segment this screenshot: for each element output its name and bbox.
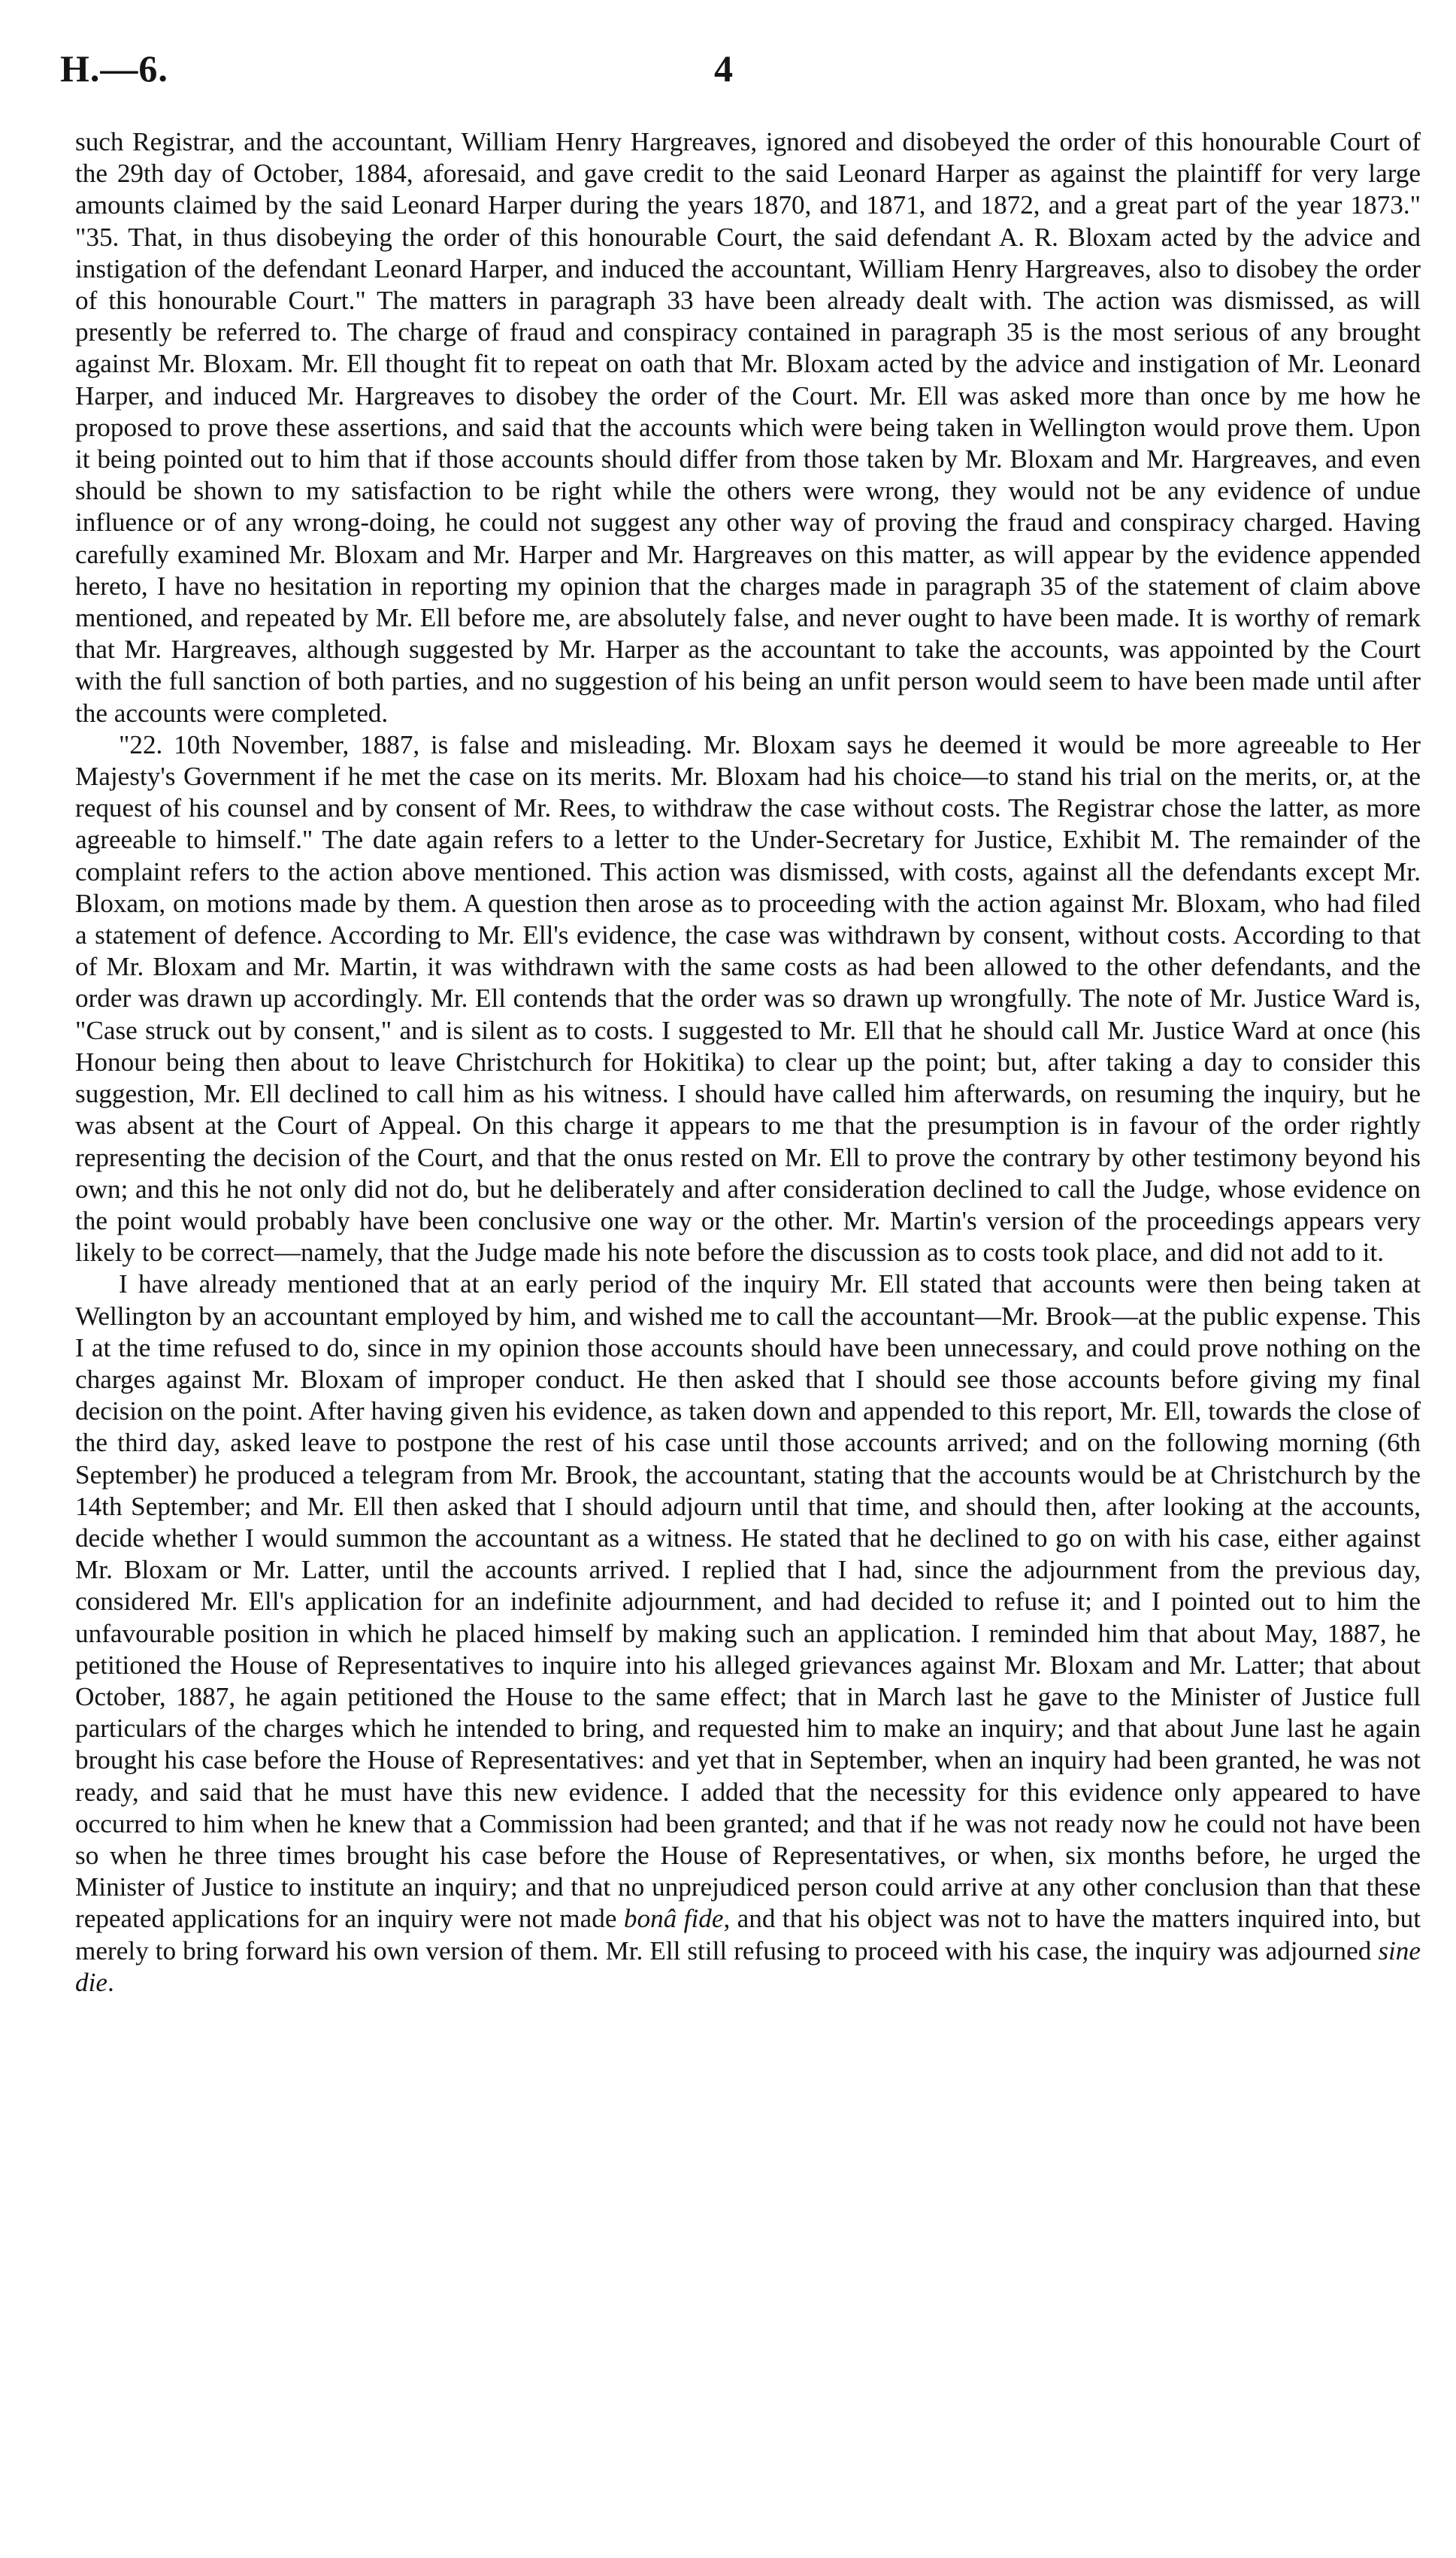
italic-phrase-sine-die: sine die (75, 1935, 1421, 1997)
page-number: 4 (714, 47, 733, 89)
body-text (75, 126, 1421, 1999)
paragraph-text-middle: , and that his object was not to have the matters inquired into, but merely to bring forward his own version of them. Mr. Ell still refusing to proceed with his case, the inquiry was adjourned (75, 1904, 1421, 1965)
paragraph-continuation: such Registrar, and the accountant, William Henry Hargreaves, ignored and disobeyed the order of this honourable Court of the 29th day of October, 1884, aforesaid, and gave credit to the said Leonard Harper as against the plaintiff for very large amounts claimed by the said Leonard Harper during the years 1870, and 1871, and 1872, and a great part of the year 1873." "35. That, in thus disobeying the order of this honourable Court, the said defendant A. R. Bloxam acted by the advice and instigation of the defendant Leonard Harper, and induced the accountant, William Henry Hargreaves, also to disobey the order of this honourable Court." The matters in paragraph 33 have been already dealt with. The action was dismissed, as will presently be referred to. The charge of fraud and conspiracy contained in paragraph 35 is the most serious of any brought against Mr. Bloxam. Mr. Ell thought fit to repeat on oath that Mr. Bloxam acted by the advice and instigation of Mr. Leonard Harper, and induced Mr. Hargreaves to disobey the order of the Court. Mr. Ell was asked more than once by me how he proposed to prove these assertions, and said that the accounts which were being taken in Wellington would prove them. Upon it being pointed out to him that if those accounts should differ from those taken by Mr. Bloxam and Mr. Hargreaves, and even should be shown to my satisfaction to be right while the others were wrong, they would not be any evidence of undue influence or of any wrong-doing, he could not suggest any other way of proving the fraud and conspiracy charged. Having carefully examined Mr. Bloxam and Mr. Harper and Mr. Hargreaves on this matter, as will appear by the evidence appended hereto, I have no hesitation in reporting my opinion that the charges made in paragraph 35 of the statement of claim above mentioned, and repeated by Mr. Ell before me, are absolutely false, and never ought to have been made. It is worthy of remark that Mr. Hargreaves, although suggested by Mr. Harper as the accountant to take the accounts, was appointed by the Court with the full sanction of both parties, and no suggestion of his being an unfit person would seem to have been made until after the accounts were completed. (75, 127, 1421, 728)
paragraph-text-end: . (107, 1967, 114, 1997)
page-header (60, 47, 1406, 107)
italic-phrase-bona-fide: bonâ fide (623, 1904, 724, 1934)
document-reference: H.—6. (60, 47, 168, 89)
paragraph-text-start: I have already mentioned that at an early period of the inquiry Mr. Ell stated that accounts were then being taken at Wellington by an accountant employed by him, and wished me to call the accountant—Mr. Brook—at the public expense. This I at the time refused to do, since in my opinion those accounts should have been unnecessary, and could prove nothing on the charges against Mr. Bloxam of improper conduct. He then asked that I should see those accounts before giving my final decision on the point. After having given his evidence, as taken down and appended to this report, Mr. Ell, towards the close of the third day, asked leave to postpone the rest of his case until those accounts arrived; and on the following morning (6th September) he produced a telegram from Mr. Brook, the accountant, stating that the accounts would be at Christchurch by the 14th September; and Mr. Ell then asked that I should adjourn until that time, and should then, after looking at the accounts, decide whether I would summon the accountant as a witness. He stated that he declined to go on with his case, either against Mr. Bloxam or Mr. Latter, until the accounts arrived. I replied that I had, since the adjournment from the previous day, considered Mr. Ell's application for an indefinite adjournment, and had decided to refuse it; and I pointed out to him the unfavourable position in which he placed himself by making such an application. I reminded him that about May, 1887, he petitioned the House of Representatives to inquire into his alleged grievances against Mr. Bloxam and Mr. Latter; that about October, 1887, he again petitioned the House to the same effect; that in March last he gave to the Minister of Justice full particulars of the charges which he intended to bring, and requested him to make an inquiry; and that about June last he again brought his case before the House of Representatives: and yet that in September, when an inquiry had been granted, he was not ready, and said that he must have this new evidence. I added that the necessity for this evidence only appeared to have occurred to him when he knew that a Commission had been granted; and that if he was not ready now he could not have been so when he three times brought his case before the House of Representatives, or when, six months before, he urged the Minister of Justice to institute an inquiry; and that no unprejudiced person could arrive at any other conclusion than that these repeated applications for an inquiry were not made (75, 1269, 1421, 1934)
paragraph-charge-22: "22. 10th November, 1887, is false and misleading. Mr. Bloxam says he deemed it would be more agreeable to Her Majesty's Government if he met the case on its merits. Mr. Bloxam had his choice—to stand his trial on the merits, or, at the request of his counsel and by consent of Mr. Rees, to withdraw the case without costs. The Registrar chose the latter, as more agreeable to himself." The date again refers to a letter to the Under-Secretary for Justice, Exhibit M. The remainder of the complaint refers to the action above mentioned. This action was dismissed, with costs, against all the defendants except Mr. Bloxam, on motions made by them. A question then arose as to proceeding with the action against Mr. Bloxam, who had filed a statement of defence. According to Mr. Ell's evidence, the case was withdrawn by consent, without costs. According to that of Mr. Bloxam and Mr. Martin, it was withdrawn with the same costs as had been allowed to the other defendants, and the order was drawn up accordingly. Mr. Ell contends that the order was so drawn up wrongfully. The note of Mr. Justice Ward is, "Case struck out by consent," and is silent as to costs. I suggested to Mr. Ell that he should call Mr. Justice Ward at once (his Honour being then about to leave Christchurch for Hokitika) to clear up the point; but, after taking a day to consider this suggestion, Mr. Ell declined to call him as his witness. I should have called him afterwards, on resuming the inquiry, but he was absent at the Court of Appeal. On this charge it appears to me that the presumption is in favour of the order rightly representing the decision of the Court, and that the onus rested on Mr. Ell to prove the contrary by other testimony beyond his own; and this he not only did not do, but he deliberately and after consideration declined to call the Judge, whose evidence on the point would probably have been conclusive one way or the other. Mr. Martin's version of the proceedings appears very likely to be correct—namely, that the Judge made his note before the discussion as to costs took place, and did not add to it. (75, 729, 1421, 1268)
paragraph-adjournment (75, 1268, 1421, 1999)
